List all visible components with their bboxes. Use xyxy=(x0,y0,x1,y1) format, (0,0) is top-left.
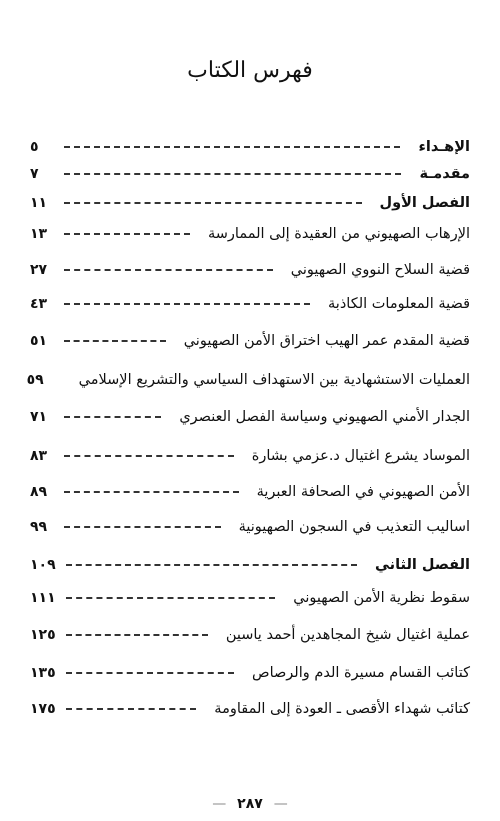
leader-dots xyxy=(64,303,310,305)
footer-dash-left: — xyxy=(212,796,227,812)
toc-entry-chapter-two[interactable] xyxy=(30,554,470,576)
toc-entry[interactable] xyxy=(30,662,470,684)
leader-dots xyxy=(64,526,221,528)
leader-dots xyxy=(66,597,276,599)
toc-entry-page: ٨٣ xyxy=(30,448,48,464)
toc-entry-label: قضية السلاح النووي الصهيوني xyxy=(283,262,470,278)
toc-entry[interactable] xyxy=(30,624,470,646)
toc-entry-page: ١١١ xyxy=(30,590,56,606)
toc-entry-label: الموساد يشرع اغتيال د.عزمي بشارة xyxy=(244,448,470,464)
toc-entry-introduction[interactable] xyxy=(30,163,470,185)
toc-entry[interactable] xyxy=(30,516,470,538)
leader-dots xyxy=(66,634,208,636)
leader-dots xyxy=(64,455,234,457)
leader-dots xyxy=(64,340,166,342)
leader-dots xyxy=(66,564,357,566)
leader-dots xyxy=(64,269,273,271)
toc-entry[interactable] xyxy=(30,445,470,467)
toc-entry-page: ٢٧ xyxy=(30,262,48,278)
leader-dots xyxy=(66,708,197,710)
toc-entry-label: كتائب القسام مسيرة الدم والرصاص xyxy=(244,665,470,681)
toc-entry-label: الأمن الصهيوني في الصحافة العبرية xyxy=(249,484,470,500)
toc-entry-chapter-one[interactable] xyxy=(30,192,470,214)
toc-entry-label: الإهـداء xyxy=(410,139,470,155)
toc-entry[interactable] xyxy=(30,587,470,609)
leader-dots xyxy=(64,173,401,175)
toc-entry-page: ٩٩ xyxy=(30,519,48,535)
toc-entry-page: ٥٩ xyxy=(26,372,44,388)
toc-entry-label: اساليب التعذيب في السجون الصهيونية xyxy=(231,519,470,535)
toc-entry[interactable] xyxy=(30,406,470,428)
leader-dots xyxy=(66,672,234,674)
leader-dots xyxy=(64,146,400,148)
toc-entry-page: ٥ xyxy=(30,139,39,155)
toc-entry[interactable] xyxy=(30,259,470,281)
leader-dots xyxy=(64,491,239,493)
toc-entry-label: الفصل الأول xyxy=(372,195,471,211)
leader-dots xyxy=(64,416,161,418)
toc-entry[interactable] xyxy=(30,698,470,720)
toc-entry-page: ١٠٩ xyxy=(30,557,56,573)
toc-entry-page: ١٣٥ xyxy=(30,665,56,681)
toc-entry-page: ٨٩ xyxy=(30,484,48,500)
toc-entry[interactable] xyxy=(26,369,470,391)
toc-entry-page: ١٧٥ xyxy=(30,701,56,717)
toc-entry-page: ١٣ xyxy=(30,226,48,242)
toc-entry-label: العمليات الاستشهادية بين الاستهداف السياسي والتشريع الإسلامي xyxy=(71,372,470,388)
toc-entry-page: ٤٣ xyxy=(30,296,48,312)
page-number: ٢٨٧ xyxy=(237,796,263,812)
toc-entry-label: الفصل الثاني xyxy=(367,557,470,573)
toc-entry-label: قضية المقدم عمر الهيب اختراق الأمن الصهيوني xyxy=(176,333,470,349)
toc-entry-dedication[interactable] xyxy=(30,136,470,158)
toc-entry-label: مقدمـة xyxy=(411,166,470,182)
toc-entry[interactable] xyxy=(30,293,470,315)
leader-dots xyxy=(64,202,362,204)
leader-dots xyxy=(64,233,190,235)
page-number-footer xyxy=(0,796,500,812)
toc-entry-page: ١١ xyxy=(30,195,48,211)
toc-entry-label: الإرهاب الصهيوني من العقيدة إلى الممارسة xyxy=(200,226,470,242)
toc-entry-page: ١٢٥ xyxy=(30,627,56,643)
toc-entry[interactable] xyxy=(30,330,470,352)
toc-entry-label: عملية اغتيال شيخ المجاهدين أحمد ياسين xyxy=(218,627,470,643)
toc-entry-label: قضية المعلومات الكاذبة xyxy=(320,296,470,312)
toc-entry-label: كتائب شهداء الأقصى ـ العودة إلى المقاومة xyxy=(206,701,470,717)
toc-entry-page: ٥١ xyxy=(30,333,48,349)
toc-entry-label: سقوط نظرية الأمن الصهيوني xyxy=(285,590,470,606)
footer-dash-right: — xyxy=(273,796,288,812)
toc-entry[interactable] xyxy=(30,223,470,245)
toc-entry-label: الجدار الأمني الصهيوني وسياسة الفصل العنصري xyxy=(171,409,470,425)
page-title: فهرس الكتاب xyxy=(187,58,313,83)
toc-entry-page: ٧ xyxy=(30,166,39,182)
toc-entry-page: ٧١ xyxy=(30,409,48,425)
toc-entry[interactable] xyxy=(30,481,470,503)
